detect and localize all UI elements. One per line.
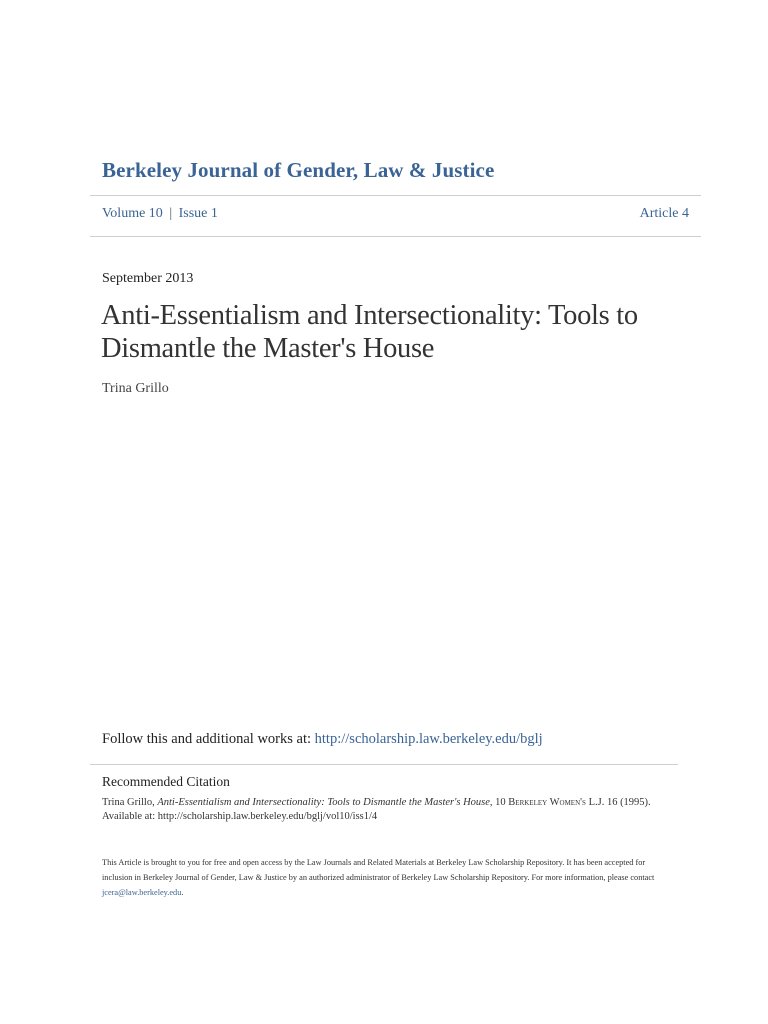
volume-link[interactable]: Volume 10 (102, 206, 163, 221)
publication-date: September 2013 (102, 271, 194, 286)
notice-text: This Article is brought to you for free and open access by the Law Journals and Related Materials at Berkeley Law Scholarship Repository. It has been accepted for inclusion in Berkeley Journal of Gender, Law & Justice by an authorized administrator of Berkeley Law Scholarship Repository. For more information, please contact (102, 858, 655, 883)
follow-line (102, 731, 543, 748)
notice-end: . (181, 888, 184, 898)
citation-block (102, 796, 702, 823)
author-name: Trina Grillo (102, 381, 169, 396)
citation-author: Trina Grillo, (102, 797, 158, 808)
article-title: Anti-Essentialism and Intersectionality: Tools to Dismantle the Master's House (101, 300, 638, 364)
recommended-citation-heading: Recommended Citation (102, 774, 230, 789)
access-notice (102, 855, 677, 901)
contact-email-link[interactable]: jcera@law.berkeley.edu (102, 888, 182, 898)
journal-title: Berkeley Journal of Gender, Law & Justice (102, 158, 495, 182)
article-number-link[interactable]: Article 4 (639, 206, 689, 221)
issue-link[interactable]: Issue 1 (178, 206, 218, 221)
repository-link[interactable]: http://scholarship.law.berkeley.edu/bglj (314, 731, 543, 747)
citation-title: Anti-Essentialism and Intersectionality: Tools to Dismantle the Master's House (157, 797, 490, 808)
header-divider-bottom (90, 236, 701, 237)
volume-issue-separator: | (169, 206, 173, 221)
follow-label: Follow this and additional works at: (102, 731, 315, 747)
citation-journal: Berkeley Women's (508, 797, 586, 808)
citation-divider (90, 764, 678, 765)
volume-issue-row (102, 206, 218, 222)
citation-pages: L.J. 16 (1995). (585, 797, 651, 808)
header-divider-top (90, 195, 701, 196)
citation-volume: , 10 (489, 797, 509, 808)
citation-available: Available at: http://scholarship.law.berkeley.edu/bglj/vol10/iss1/4 (102, 810, 378, 822)
